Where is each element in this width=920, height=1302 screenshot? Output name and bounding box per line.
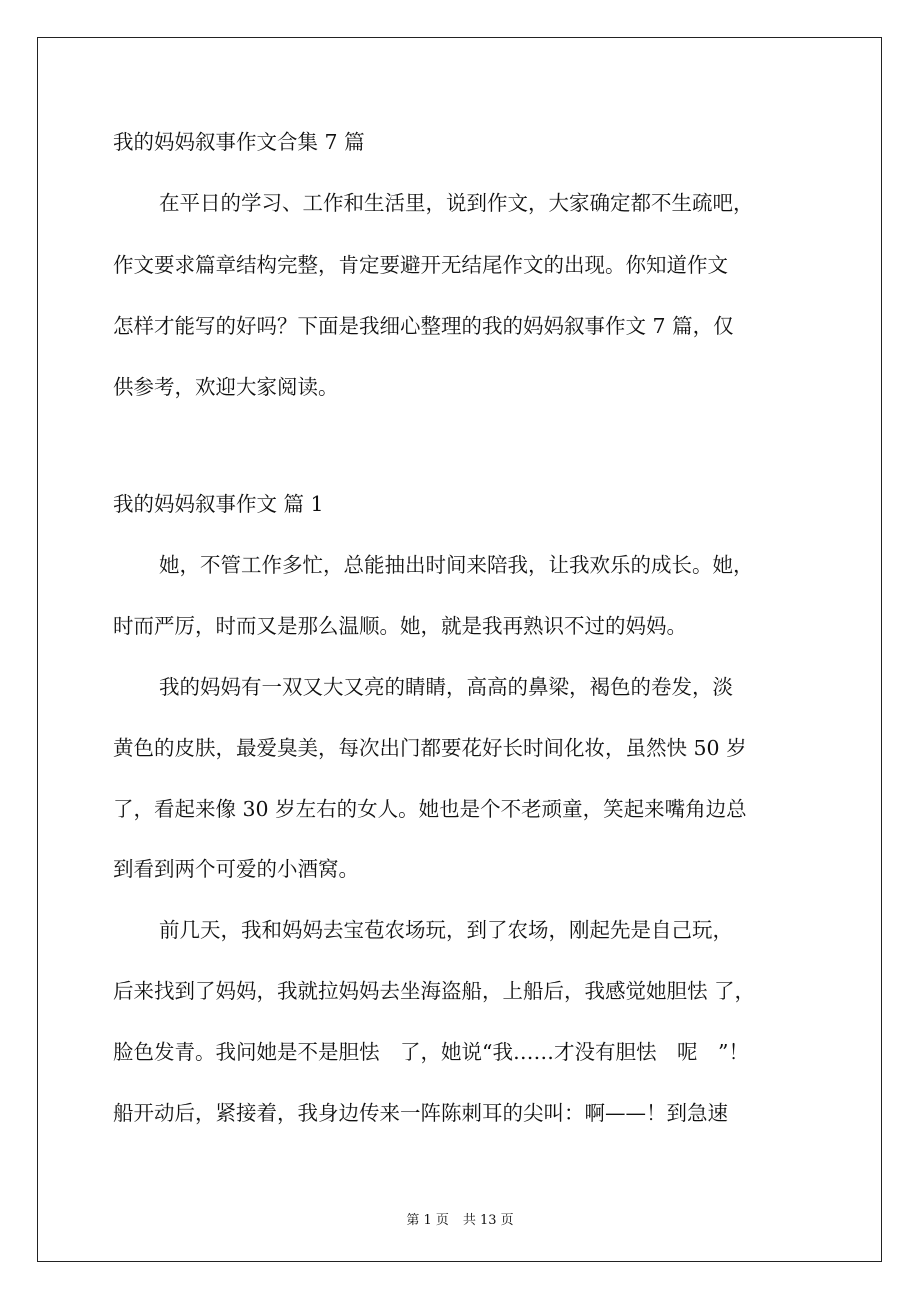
paragraph2-line-2: 黄色的皮肤，最爱臭美，每次出门都要花好长时间化妆，虽然快 50 岁 (113, 736, 747, 760)
paragraph3-line-4: 船开动后，紧接着，我身边传来一阵陈刺耳的尖叫：啊——！到急速 (113, 1101, 728, 1125)
intro-line-4: 供参考，欢迎大家阅读。 (113, 375, 339, 399)
page-total: 共 13 页 (462, 1213, 514, 1228)
paragraph2-line-1: 我的妈妈有一双又大又亮的睛睛，高高的鼻梁，褐色的卷发，淡 (159, 675, 733, 699)
page-number: 第 1 页 (406, 1213, 449, 1228)
intro-line-1: 在平日的学习、工作和生活里，说到作文，大家确定都不生疏吧， (159, 191, 754, 215)
intro-line-2: 作文要求篇章结构完整，肯定要避开无结尾作文的出现。你知道作文 (113, 253, 728, 277)
document-title: 我的妈妈叙事作文合集 7 篇 (113, 130, 365, 154)
paragraph3-line-2: 后来找到了妈妈，我就拉妈妈去坐海盗船，上船后，我感觉她胆怯 了， (113, 979, 756, 1003)
paragraph3-line-1: 前几天，我和妈妈去宝苞农场玩，到了农场，刚起先是自己玩， (159, 918, 733, 942)
paragraph2-line-4: 到看到两个可爱的小酒窝。 (113, 857, 359, 881)
paragraph1-line-1: 她，不管工作多忙，总能抽出时间来陪我，让我欢乐的成长。她， (159, 553, 754, 577)
section-title: 我的妈妈叙事作文 篇 1 (113, 492, 324, 516)
intro-line-3: 怎样才能写的好吗？下面是我细心整理的我的妈妈叙事作文 7 篇，仅 (113, 314, 734, 338)
paragraph2-line-3: 了，看起来像 30 岁左右的女人。她也是个不老顽童，笑起来嘴角边总 (113, 797, 747, 821)
page-footer (0, 1209, 920, 1228)
page-border (37, 37, 882, 1262)
paragraph3-line-3: 脸色发青。我问她是不是胆怯 了，她说“我……才没有胆怯 呢 ”！ (113, 1040, 749, 1064)
paragraph1-line-2: 时而严厉，时而又是那么温顺。她，就是我再熟识不过的妈妈。 (113, 614, 687, 638)
